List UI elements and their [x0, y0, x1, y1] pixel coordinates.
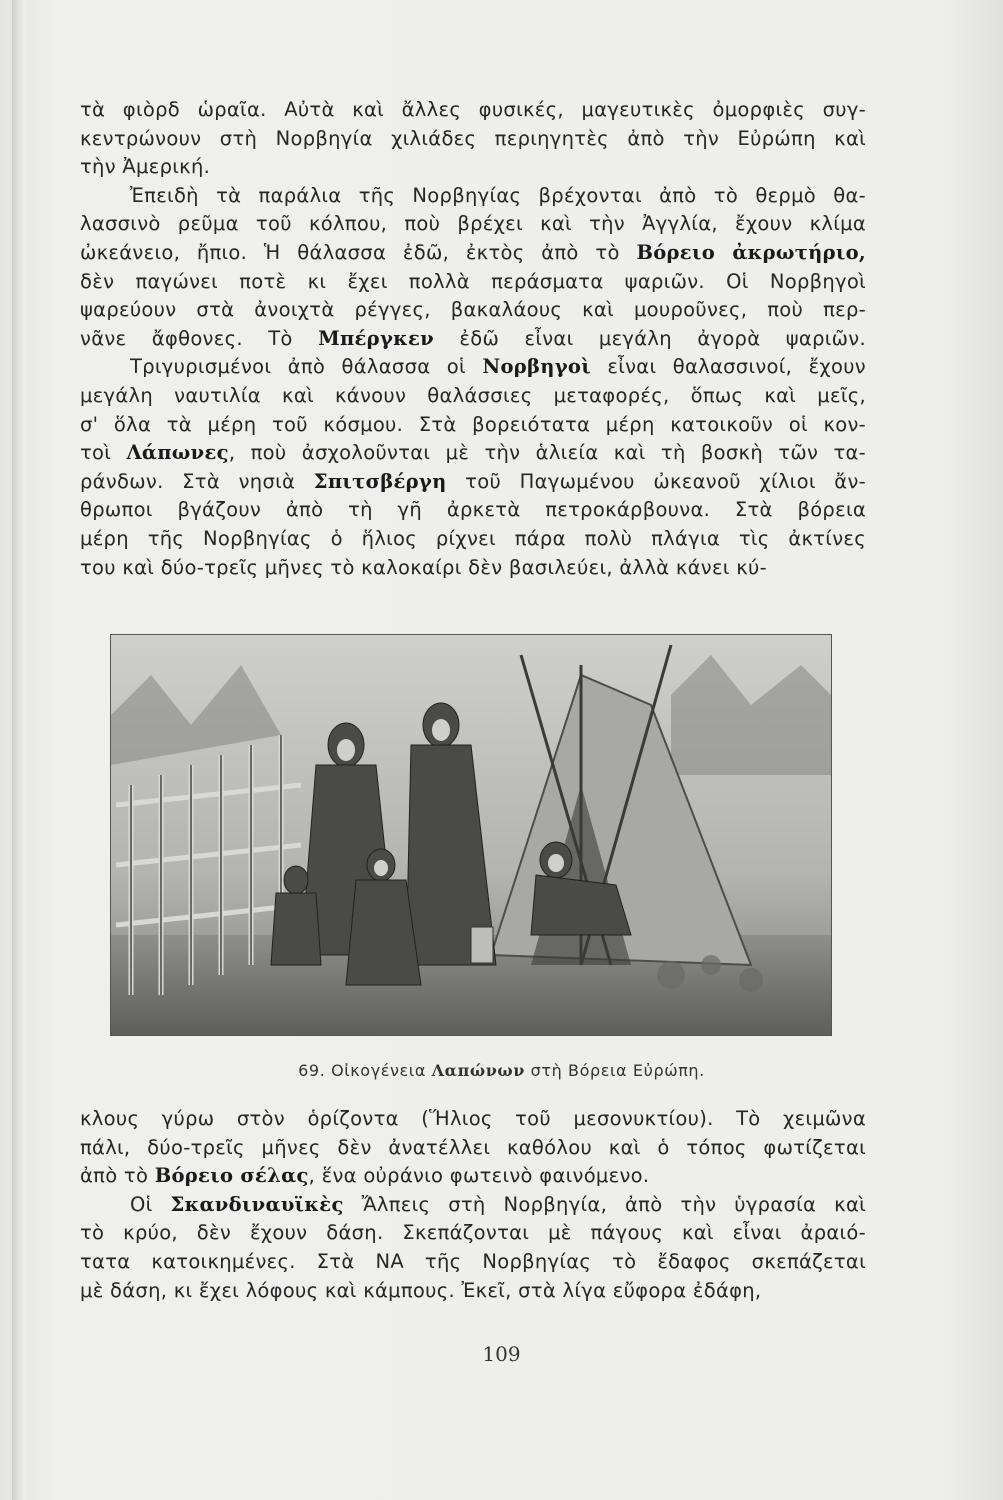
bold-term: Βόρειο σέλας: [154, 1164, 309, 1188]
text-line: [80, 1248, 866, 1277]
text-segment: λασσινὸ ρεῦμα τοῦ κόλπου, ποὺ βρέχει καὶ τὴν Ἀγγλία, ἔχουν κλίμα: [80, 212, 866, 236]
text-segment: ράνδων. Στὰ νησιὰ: [80, 469, 314, 493]
text-segment: , ἕνα οὐράνιο φωτεινὸ φαινόμενο.: [308, 1164, 650, 1188]
bold-term: Βόρειο ἀκρωτήριο,: [636, 240, 867, 264]
text-line: [80, 439, 866, 468]
text-block-top: [80, 96, 866, 582]
text-segment: τοὶ: [80, 441, 127, 465]
text-segment: κλους γύρω στὸν ὁρίζοντα (Ἥλιος τοῦ μεσονυκτίου). Τὸ χειμῶνα: [80, 1107, 866, 1130]
text-line: [80, 1191, 866, 1220]
bold-term: Λάπωνες: [126, 441, 229, 465]
figure-caption: [0, 1061, 1003, 1080]
text-line: [80, 382, 866, 411]
photo-illustration: [111, 635, 831, 1035]
caption-bold: Λαπώνων: [431, 1061, 525, 1080]
text-segment: Οἱ: [130, 1192, 171, 1216]
text-segment: κεντρώνουν στὴ Νορβηγία χιλιάδες περιηγητὲς ἀπὸ τὴν Εὐρώπη καὶ: [80, 126, 866, 150]
text-line: [80, 525, 866, 554]
text-segment: μέρη τῆς Νορβηγίας ὁ ἥλιος ρίχνει πάρα πολὺ πλάγια τὶς ἀκτίνες: [80, 526, 866, 550]
text-segment: ἐδῶ εἶναι μεγάλη ἀγορὰ ψαριῶν.: [434, 326, 866, 350]
text-line: [80, 1134, 866, 1163]
bold-term: Σκανδιναυϊκὲς: [170, 1192, 344, 1216]
photo-lapp-family: [110, 634, 832, 1036]
bold-term: Νορβηγοὶ: [482, 355, 591, 379]
text-line: [80, 325, 866, 354]
text-line: [80, 153, 866, 182]
text-segment: δὲν παγώνει ποτὲ κι ἔχει πολλὰ περάσματα ψαριῶν. Οἱ Νορβηγοὶ: [80, 269, 866, 293]
caption-text: 69. Οἰκογένεια: [298, 1061, 432, 1080]
text-segment: πάλι, δύο-τρεῖς μῆνες δὲν ἀνατέλλει καθόλου καὶ ὁ τόπος φωτίζεται: [80, 1135, 866, 1159]
text-segment: τὴν Ἀμερική.: [80, 155, 211, 179]
text-line: [80, 239, 866, 268]
text-segment: Ἄλπεις στὴ Νορβηγία, ἀπὸ τὴν ὑγρασία καὶ: [343, 1192, 866, 1216]
text-line: [80, 1105, 866, 1134]
bold-term: Μπέργκεν: [318, 326, 435, 350]
text-segment: μεγάλη ναυτιλία καὶ κάνουν θαλάσσιες μεταφορές, ὅπως καὶ μεῖς,: [80, 383, 866, 407]
text-segment: ψαρεύουν στὰ ἀνοιχτὰ ρέγγες, βακαλάους καὶ μουροῦνες, ποὺ περ-: [80, 298, 866, 322]
text-line: [80, 1162, 866, 1191]
text-segment: νᾶνε ἄφθονες. Τὸ: [80, 326, 319, 350]
text-segment: ἀπὸ τὸ: [80, 1164, 155, 1188]
text-line: [80, 496, 866, 525]
text-line: [80, 468, 866, 497]
text-segment: θρωποι βγάζουν ἀπὸ τὴ γῆ ἀρκετὰ πετροκάρβουνα. Στὰ βόρεια: [80, 498, 866, 522]
text-segment: ὠκεάνειο, ἤπιο. Ἡ θάλασσα ἐδῶ, ἐκτὸς ἀπὸ τὸ: [80, 240, 637, 264]
bold-term: Σπιτσβέργη: [313, 469, 447, 493]
text-segment: σ' ὅλα τὰ μέρη τοῦ κόσμου. Στὰ βορειότατα μέρη κατοικοῦν οἱ κον-: [80, 412, 866, 436]
text-segment: τὸ κρύο, δὲν ἔχουν δάση. Σκεπάζονται μὲ πάγους καὶ εἶναι ἀραιό-: [80, 1221, 866, 1245]
text-segment: του καὶ δύο-τρεῖς μῆνες τὸ καλοκαίρι δὲν βασιλεύει, ἀλλὰ κάνει κύ-: [80, 555, 767, 579]
text-line: [80, 96, 866, 125]
text-line: [80, 411, 866, 440]
text-line: [80, 1219, 866, 1248]
text-line: [80, 296, 866, 325]
text-segment: Ἐπειδὴ τὰ παράλια τῆς Νορβηγίας βρέχονται ἀπὸ τὸ θερμὸ θα-: [130, 183, 866, 207]
caption-rest: στὴ Βόρεια Εὐρώπη.: [524, 1061, 705, 1080]
text-line: [80, 268, 866, 297]
text-line: [80, 554, 866, 583]
text-line: [80, 353, 866, 382]
text-line: [80, 125, 866, 154]
text-segment: τατα κατοικημένες. Στὰ ΝΑ τῆς Νορβηγίας τὸ ἔδαφος σκεπάζεται: [80, 1249, 866, 1273]
text-line: [80, 182, 866, 211]
text-block-bottom: [80, 1105, 866, 1305]
text-line: [80, 210, 866, 239]
text-segment: τοῦ Παγωμένου ὠκεανοῦ χίλιοι ἄν-: [446, 469, 866, 493]
page-binding-shadow: [12, 0, 26, 1500]
text-segment: Τριγυρισμένοι ἀπὸ θάλασσα οἱ: [130, 355, 483, 379]
text-segment: , ποὺ ἀσχολοῦνται μὲ τὴν ἁλιεία καὶ τὴ βοσκὴ τῶν τα-: [228, 441, 866, 465]
page-number: 109: [482, 1342, 521, 1366]
text-segment: τὰ φιὸρδ ὡραῖα. Αὐτὰ καὶ ἄλλες φυσικές, μαγευτικὲς ὀμορφιὲς συγ-: [80, 98, 866, 121]
text-segment: εἶναι θαλασσινοί, ἔχουν: [590, 355, 866, 379]
text-segment: μὲ δάση, κι ἔχει λόφους καὶ κάμπους. Ἐκεῖ, στὰ λίγα εὔφορα ἐδάφη,: [80, 1278, 762, 1302]
text-line: [80, 1277, 866, 1306]
